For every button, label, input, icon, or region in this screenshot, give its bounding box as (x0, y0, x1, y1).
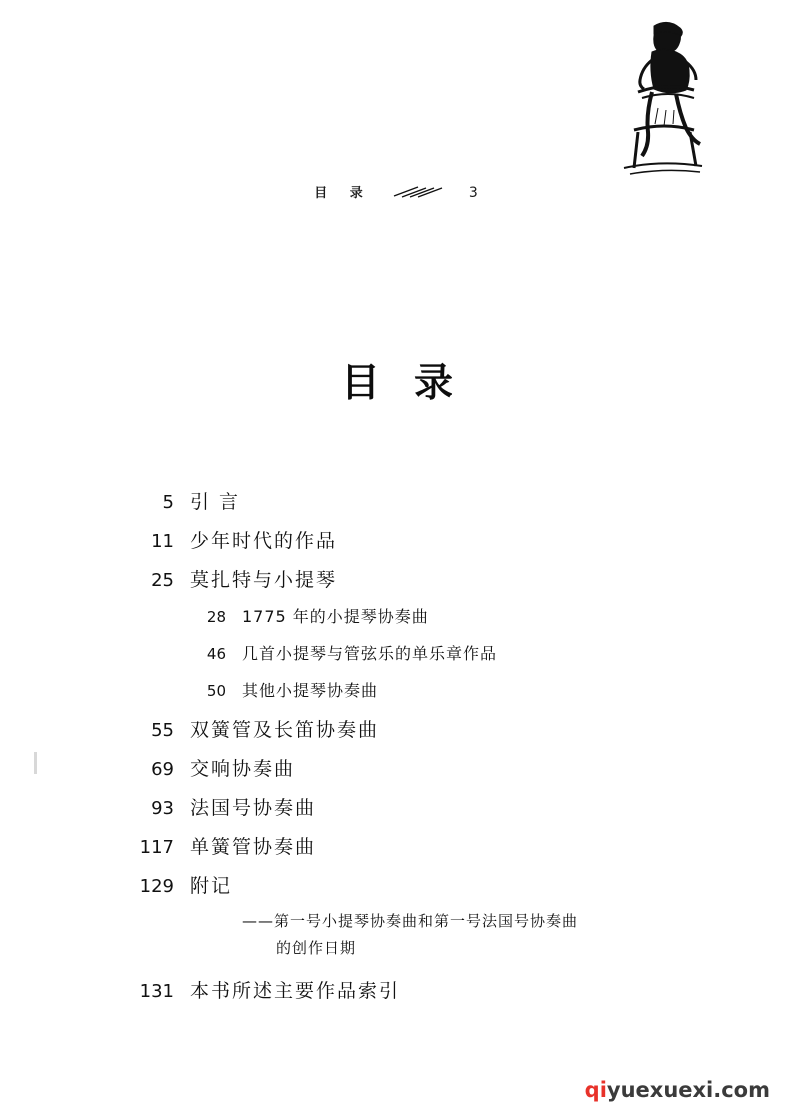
toc-note-line (118, 937, 718, 958)
watermark-dark-text: yuexuexi.com (606, 1078, 770, 1102)
toc-entry[interactable] (118, 976, 718, 1003)
toc-entry-label: 几首小提琴与管弦乐的单乐章作品 (242, 644, 498, 663)
toc-page-number: 25 (151, 570, 174, 591)
toc-entry-label: 1775 年的小提琴协奏曲 (242, 607, 429, 626)
toc-page-number: 5 (162, 492, 174, 513)
toc-note-text: ——第一号小提琴协奏曲和第一号法国号协奏曲 (242, 912, 579, 930)
toc-note-text: 的创作日期 (276, 939, 357, 957)
toc-page-number: 50 (206, 682, 226, 700)
toc-entry-label: 单簧管协奏曲 (190, 836, 317, 858)
toc-page-number: 46 (206, 645, 226, 663)
running-head-page-number: 3 (468, 185, 480, 201)
running-head-label: 目 录 (314, 186, 372, 201)
toc-entry-label: 双簧管及长笛协奏曲 (190, 719, 380, 741)
toc-entry[interactable] (118, 487, 718, 514)
running-head (0, 182, 794, 201)
toc-entry-label: 其他小提琴协奏曲 (242, 681, 379, 700)
toc-subentry[interactable] (118, 678, 718, 701)
toc-entry-label: 交响协奏曲 (190, 758, 296, 780)
toc-entry[interactable] (118, 565, 718, 592)
toc-entry-label: 引 言 (190, 491, 241, 513)
toc-page-number: 93 (151, 798, 174, 819)
toc-entry-label: 法国号协奏曲 (190, 797, 317, 819)
toc-entry[interactable] (118, 832, 718, 859)
toc-page-number: 28 (206, 608, 226, 626)
site-watermark (585, 1078, 770, 1102)
toc-entry[interactable] (118, 754, 718, 781)
table-of-contents (118, 487, 718, 1015)
toc-page-number: 117 (139, 837, 174, 858)
toc-entry-label: 附记 (190, 875, 233, 897)
toc-entry[interactable] (118, 871, 718, 898)
toc-subentry[interactable] (118, 604, 718, 627)
toc-page-number: 11 (151, 531, 174, 552)
toc-page-number: 129 (139, 876, 174, 897)
toc-note-line (118, 910, 718, 931)
running-head-rule (392, 185, 448, 199)
toc-entry[interactable] (118, 715, 718, 742)
toc-entry[interactable] (118, 793, 718, 820)
toc-page-number: 131 (139, 981, 174, 1002)
toc-page-number: 55 (151, 720, 174, 741)
toc-entry-label: 本书所述主要作品索引 (190, 980, 401, 1002)
toc-subentry[interactable] (118, 641, 718, 664)
seated-musician-illustration (594, 18, 734, 178)
binding-mark (34, 752, 37, 774)
page-title: 目录 (340, 361, 487, 406)
toc-entry[interactable] (118, 526, 718, 553)
watermark-red-text: qi (584, 1078, 607, 1102)
toc-entry-label: 少年时代的作品 (190, 530, 338, 552)
toc-entry-label: 莫扎特与小提琴 (190, 569, 338, 591)
toc-page-number: 69 (151, 759, 174, 780)
